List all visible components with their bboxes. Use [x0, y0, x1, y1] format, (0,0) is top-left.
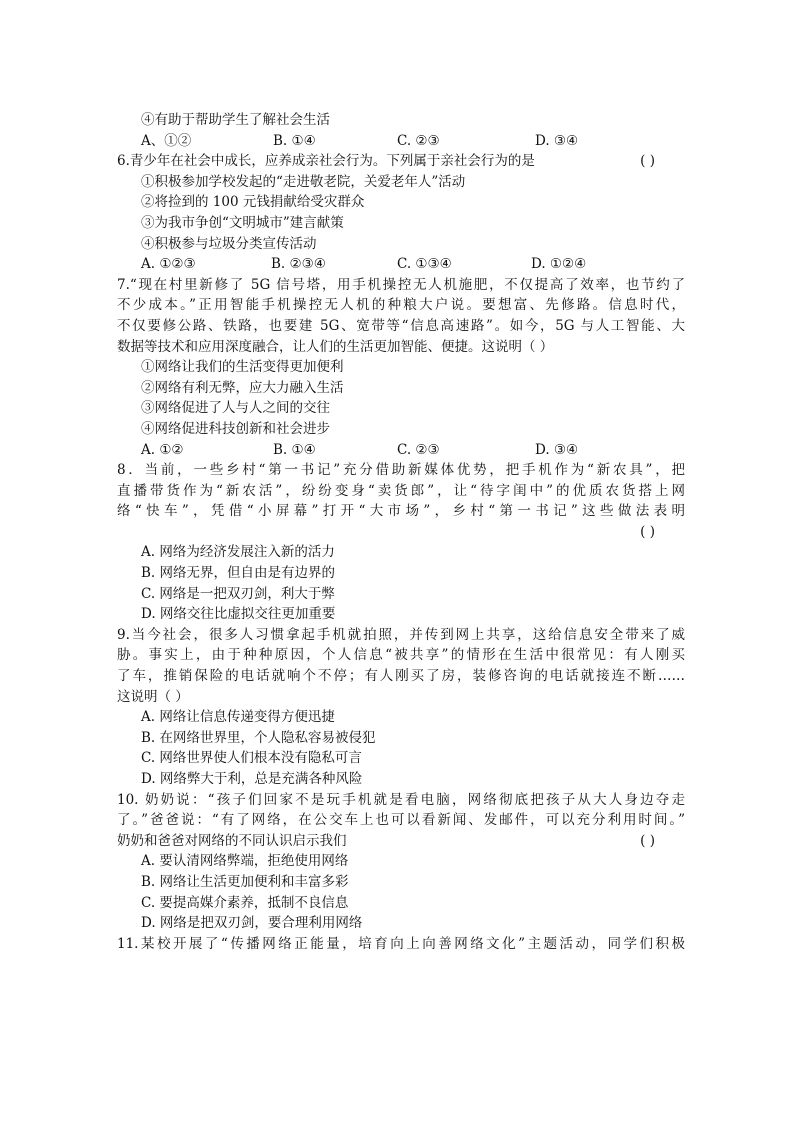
q5-option-a[interactable]: A、①② [141, 132, 192, 149]
q8-option-c[interactable]: C. 网络是一把双刃剑，利大于弊 [141, 585, 335, 602]
q10-stem-line-1: 10. 奶奶说：“孩子们回家不是玩手机就是看电脑，网络彻底把孩子从大人身边夺走 [117, 791, 685, 808]
q8-stem-line-1: 8．当前，一些乡村“第一书记”充分借助新媒体优势，把手机作为“新农具”，把 [117, 462, 685, 479]
q6-options [117, 254, 685, 275]
q6-item-2: ②将捡到的 100 元钱捐献给受灾群众 [141, 194, 365, 211]
q9-option-a[interactable]: A. 网络让信息传递变得方便迅捷 [141, 709, 335, 726]
q7-item-2: ②网络有利无弊，应大力融入生活 [141, 379, 344, 396]
q10-answer-bracket[interactable]: ( ) [640, 832, 655, 849]
q8-stem-line-2: 直播带货作为“新农活”，纷纷变身“卖货郎”，让“待字闺中”的优质农货搭上网 [117, 482, 685, 499]
q9-option-d[interactable]: D. 网络弊大于利，总是充满各种风险 [141, 771, 363, 787]
q7-options [117, 440, 685, 461]
q9-stem-line-1: 9.当今社会，很多人习惯拿起手机就拍照，并传到网上共享，这给信息安全带来了威 [117, 626, 685, 643]
q6-item-1: ①积极参加学校发起的“走进敬老院，关爱老年人”活动 [141, 173, 466, 190]
q5-item-4: ④有助于帮助学生了解社会生活 [141, 112, 330, 128]
q10-option-b[interactable]: B. 网络让生活更加便利和丰富多彩 [141, 873, 349, 890]
q7-stem-line-2: 不少成本。”正用智能手机操控无人机的种粮大户说。要想富、先修路。信息时代， [117, 297, 685, 314]
q7-stem-line-4: 数据等技术和应用深度融合，让人们的生活更加智能、便捷。这说明（ ） [117, 338, 554, 355]
q7-option-c[interactable]: C. ②③ [397, 441, 440, 458]
q8-option-d[interactable]: D. 网络交往比虚拟交往更加重要 [141, 606, 336, 623]
q10-stem-line-3: 奶奶和爸爸对网络的不同认识启示我们 [117, 832, 347, 849]
q8-option-b[interactable]: B. 网络无界，但自由是有边界的 [141, 565, 336, 582]
q8-option-a[interactable]: A. 网络为经济发展注入新的活力 [141, 544, 335, 561]
q6-option-b[interactable]: B. ②③④ [271, 256, 326, 273]
q7-option-d[interactable]: D. ③④ [535, 441, 579, 458]
q6-stem-line [117, 151, 685, 172]
q7-option-b[interactable]: B. ①④ [273, 441, 316, 458]
q7-item-3: ③网络促进了人与人之间的交往 [141, 400, 330, 417]
q10-option-c[interactable]: C. 要提高媒介素养，抵制不良信息 [141, 894, 349, 911]
q6-option-a[interactable]: A. ①②③ [141, 256, 196, 273]
q10-stem-line-3-row [117, 831, 685, 852]
q9-stem-line-3: 了车，推销保险的电话就响个不停；有人刚买了房，装修咨询的电话就接连不断…… [117, 668, 685, 685]
q5-options [117, 131, 685, 152]
q7-item-4: ④网络促进科技创新和社会进步 [141, 420, 330, 437]
q10-option-a[interactable]: A. 要认清网络弊端，拒绝使用网络 [141, 853, 349, 870]
q6-item-4: ④积极参与垃圾分类宣传活动 [141, 235, 317, 252]
q11-stem-line-1: 11.某校开展了“传播网络正能量，培育向上向善网络文化”主题活动，同学们积极 [117, 935, 685, 952]
q6-item-3: ③为我市争创“文明城市”建言献策 [141, 214, 344, 231]
q6-answer-bracket[interactable]: ( ) [640, 153, 655, 170]
q7-item-1: ①网络让我们的生活变得更加便利 [141, 359, 344, 376]
q9-stem-line-4: 这说明（ ） [117, 688, 189, 705]
q9-option-c[interactable]: C. 网络世界使人们根本没有隐私可言 [141, 750, 362, 767]
q7-stem-line-3: 不仅要修公路、铁路，也要建 5G、宽带等“信息高速路”。如今，5G 与人工智能、大 [117, 317, 685, 334]
q9-option-b[interactable]: B. 在网络世界里，个人隐私容易被侵犯 [141, 729, 376, 746]
q10-option-d[interactable]: D. 网络是把双刃剑，要合理利用网络 [141, 915, 363, 932]
q7-option-a[interactable]: A. ①② [141, 441, 184, 458]
q5-option-c[interactable]: C. ②③ [397, 132, 440, 149]
q5-option-b[interactable]: B. ①④ [273, 132, 316, 149]
q5-option-d[interactable]: D. ③④ [535, 132, 579, 149]
q7-stem-line-1: 7.“现在村里新修了 5G 信号塔，用手机操控无人机施肥，不仅提高了效率，也节约了 [117, 276, 685, 293]
q10-stem-line-2: 了。”爸爸说：“有了网络，在公交车上也可以看新闻、发邮件，可以充分利用时间。” [117, 812, 685, 829]
q8-stem-line-3: 络“快车”，凭借“小屏幕”打开“大市场”，乡村“第一书记”这些做法表明 [117, 503, 685, 520]
q9-stem-line-2: 胁。事实上，由于种种原因，个人信息“被共享”的情形在生活中很常见：有人刚买 [117, 647, 685, 664]
exam-content [117, 110, 685, 954]
q6-option-c[interactable]: C. ①③④ [397, 256, 452, 273]
q6-option-d[interactable]: D. ①②④ [531, 256, 587, 273]
q6-stem: 6.青少年在社会中成长，应养成亲社会行为。下列属于亲社会行为的是 [117, 153, 535, 170]
q8-answer-bracket[interactable]: ( ) [640, 523, 655, 540]
